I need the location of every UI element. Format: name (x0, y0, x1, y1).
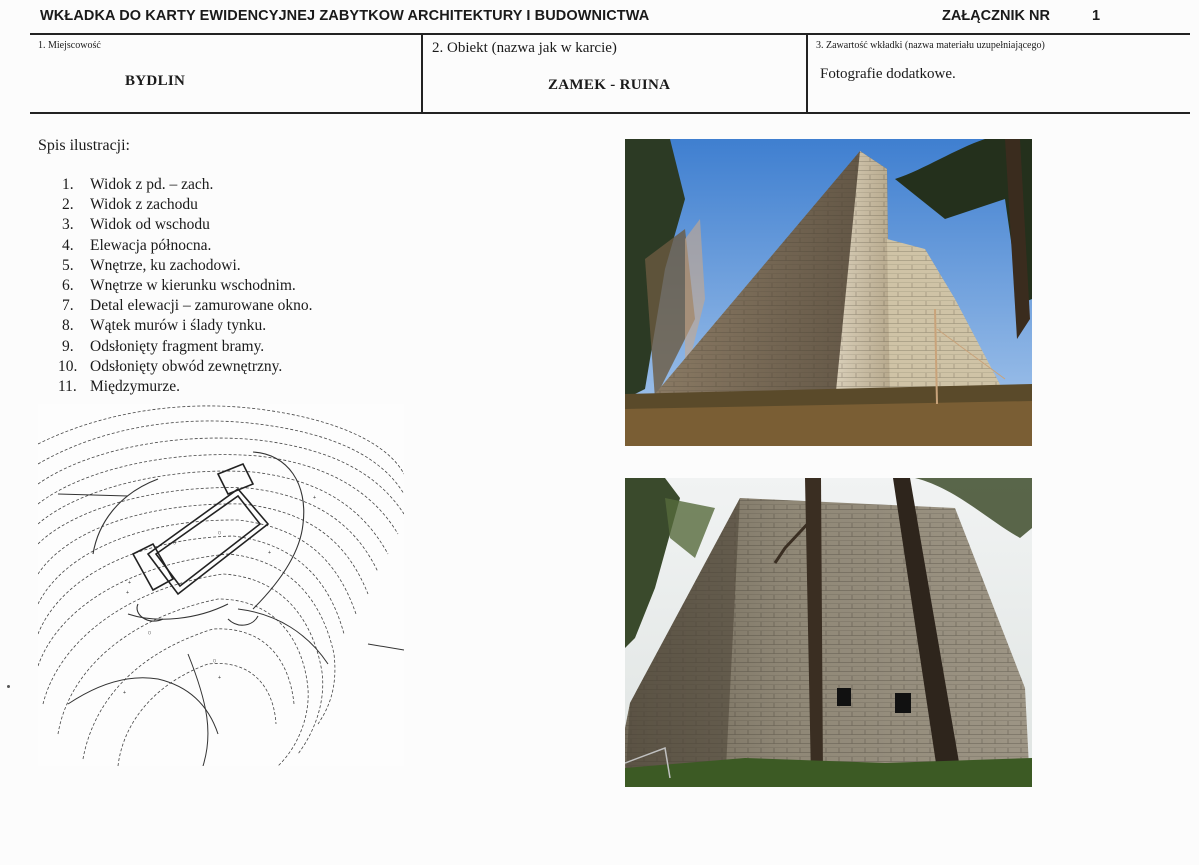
field-separator (421, 35, 423, 113)
illustrations-list (58, 175, 313, 397)
annex-number: 1 (1092, 8, 1101, 24)
svg-text:○: ○ (213, 658, 217, 664)
svg-text:+: + (218, 675, 222, 681)
list-item: 2. Widok z zachodu (62, 196, 198, 214)
list-item: 11. Międzymurze. (58, 378, 180, 396)
document-title: WKŁADKA DO KARTY EWIDENCYJNEJ ZABYTKOW ARCHITEKTURY I BUDOWNICTWA (40, 8, 650, 24)
svg-text:○: ○ (173, 540, 177, 546)
scan-speck (7, 685, 10, 688)
list-item: 6. Wnętrze w kierunku wschodnim. (62, 277, 296, 295)
list-item: 8. Wątek murów i ślady tynku. (62, 317, 267, 335)
list-item: 5. Wnętrze, ku zachodowi. (62, 256, 241, 274)
castle-ruin-photo (625, 139, 1032, 446)
svg-text:○: ○ (218, 530, 222, 536)
field-separator (806, 35, 808, 113)
svg-text:+: + (126, 590, 130, 596)
list-item: 9. Odsłonięty fragment bramy. (62, 337, 265, 355)
locality-label: 1. Miejscowość (38, 40, 101, 51)
annex-label: ZAŁĄCZNIK NR (942, 8, 1050, 24)
header-divider (30, 33, 1190, 35)
content-label: 3. Zawartość wkładki (nazwa materiału uzupełniającego) (816, 40, 1045, 51)
content-value: Fotografie dodatkowe. (820, 66, 956, 82)
list-item: 10. Odsłonięty obwód zewnętrzny. (58, 357, 283, 375)
svg-text:+: + (123, 690, 127, 696)
illustrations-heading: Spis ilustracji: (38, 137, 130, 154)
topographic-map (38, 404, 404, 766)
fields-divider (30, 112, 1190, 114)
locality-value: BYDLIN (125, 73, 186, 89)
list-item: 7. Detal elewacji – zamurowane okno. (62, 297, 313, 315)
list-item: 4. Elewacja północna. (62, 236, 212, 254)
svg-text:○: ○ (148, 630, 152, 636)
castle-ruin-photo-trees (625, 478, 1032, 787)
svg-text:+: + (128, 580, 132, 586)
list-item: 3. Widok od wschodu (62, 216, 210, 234)
svg-text:+: + (313, 495, 317, 501)
svg-text:+: + (268, 550, 272, 556)
object-label: 2. Obiekt (nazwa jak w karcie) (432, 40, 617, 56)
list-item: 1. Widok z pd. – zach. (62, 176, 214, 193)
object-value: ZAMEK - RUINA (548, 77, 671, 93)
